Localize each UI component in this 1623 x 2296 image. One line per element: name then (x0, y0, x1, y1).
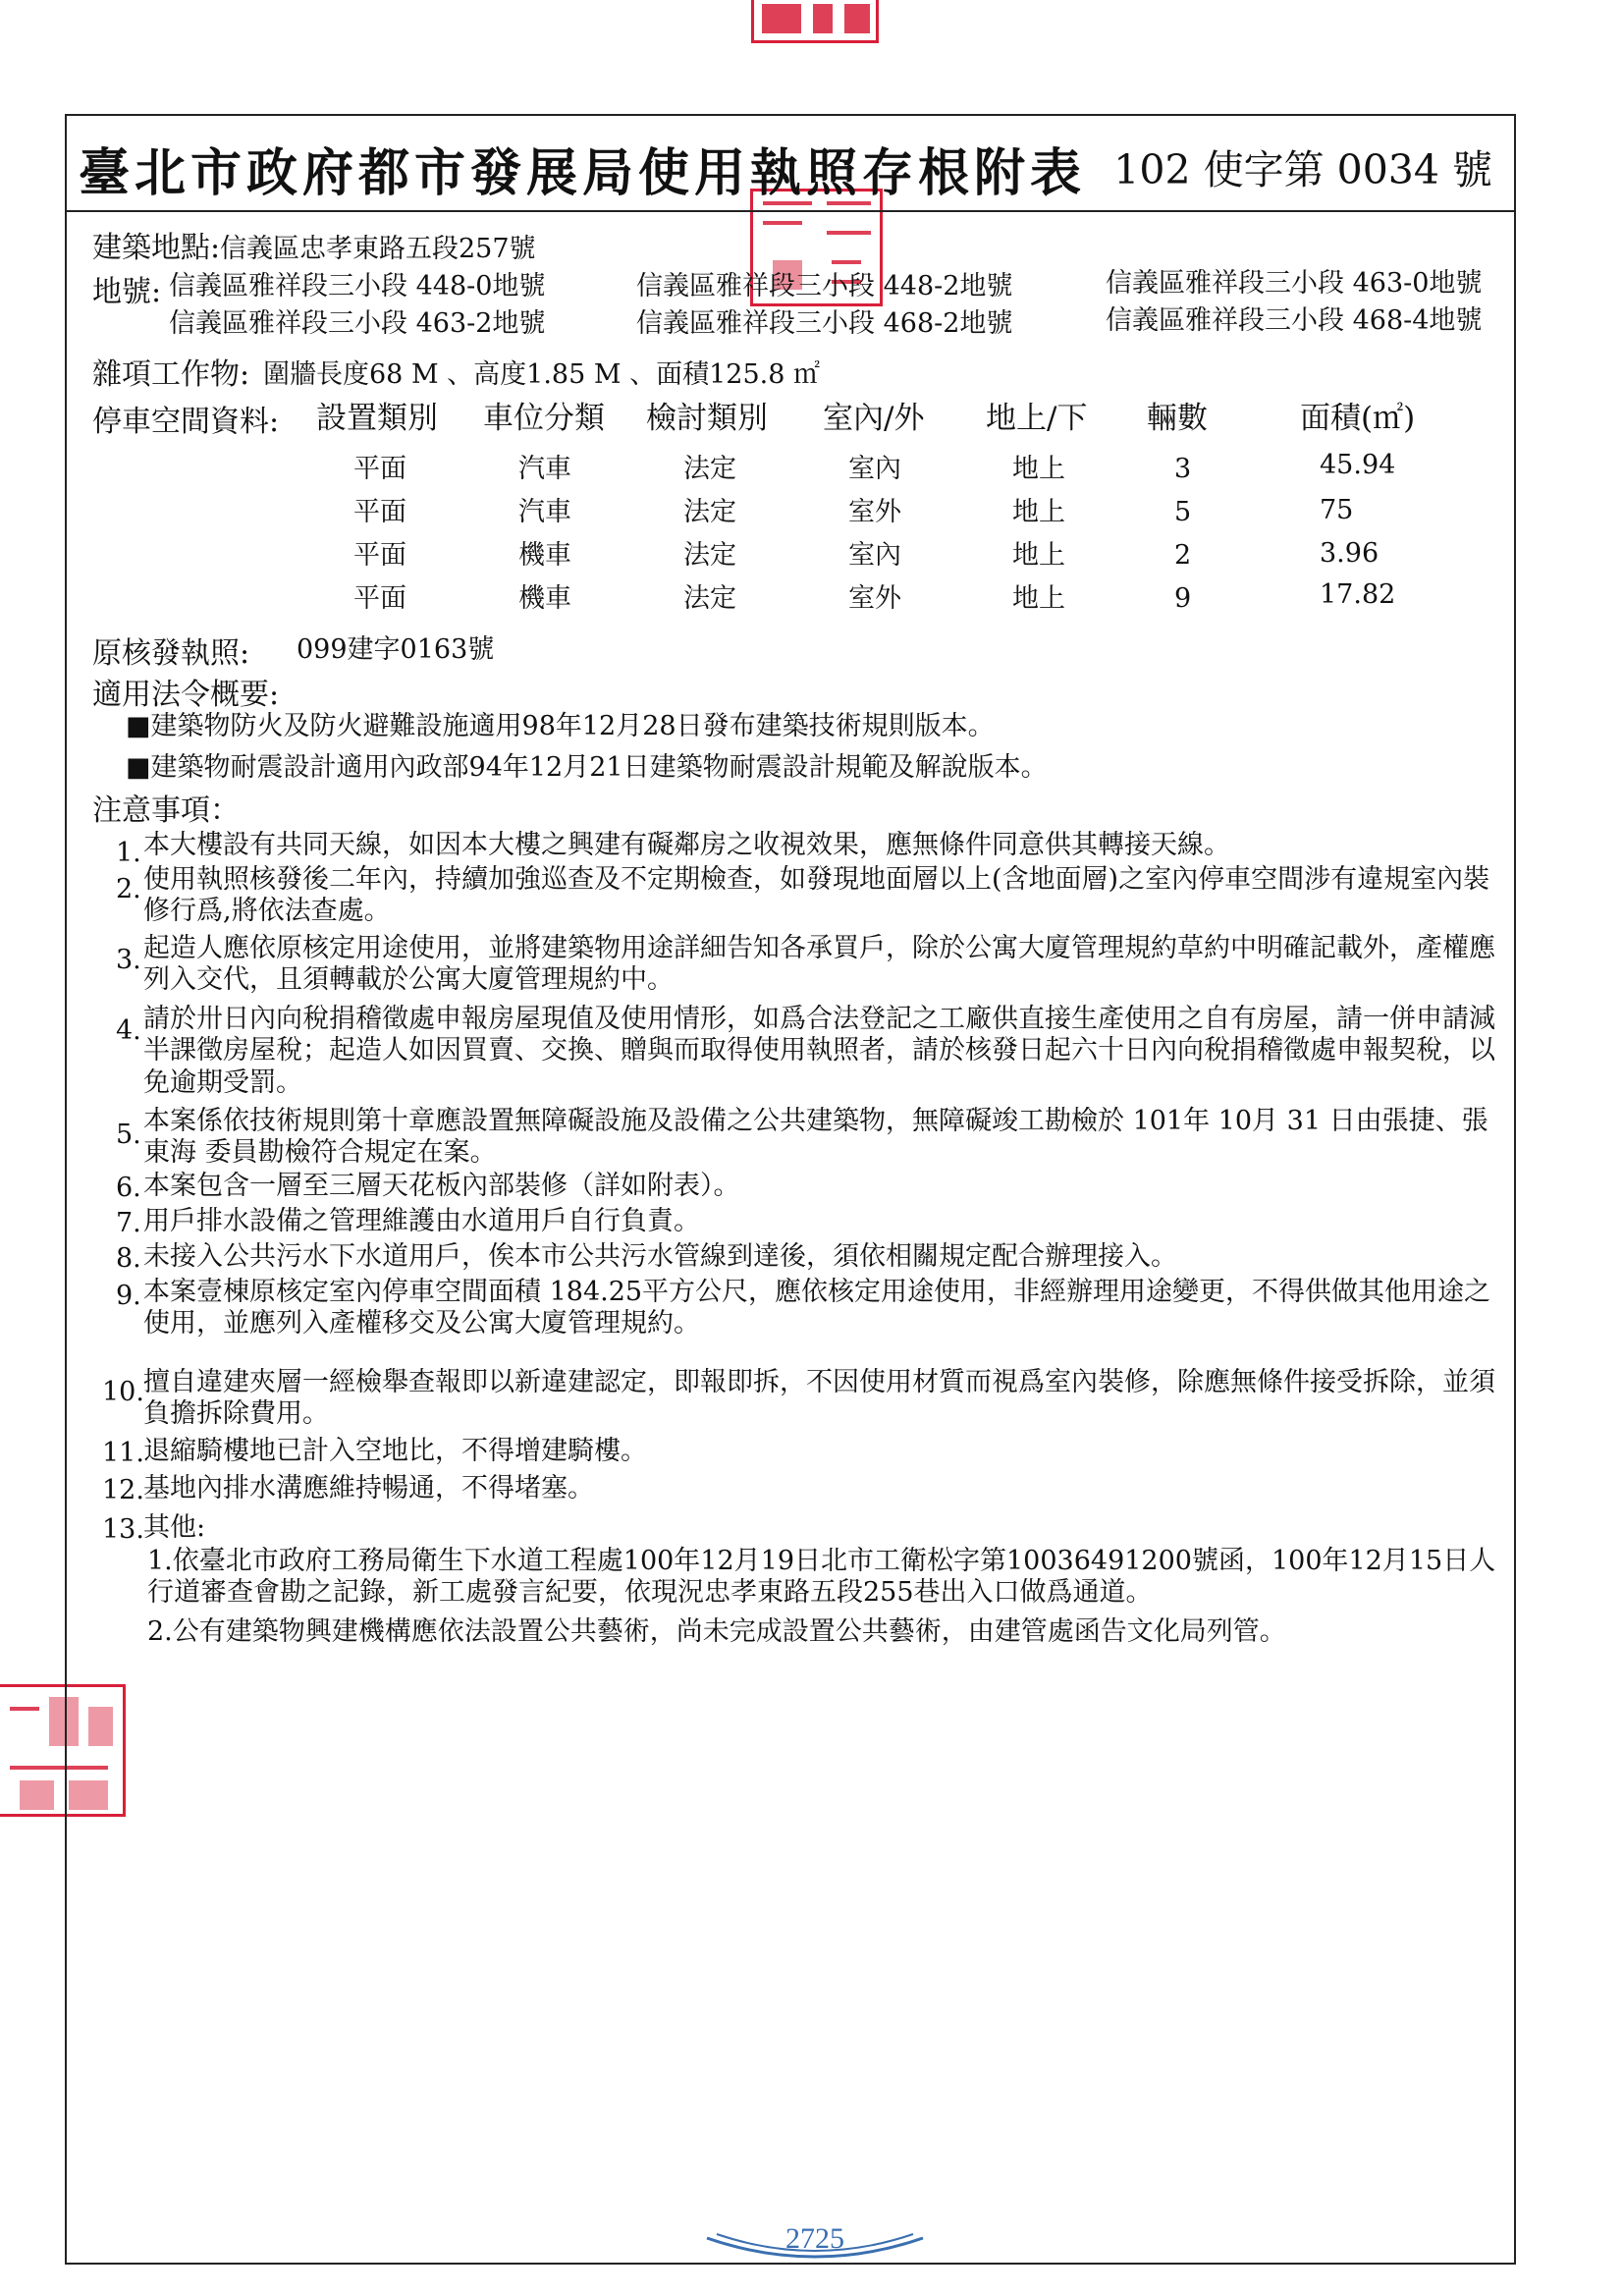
parking-cell: 汽車 (518, 497, 571, 527)
parking-cell: 5 (1174, 497, 1192, 527)
parking-cell: 地上 (1012, 497, 1065, 527)
parking-header: 室內/外 (823, 401, 925, 436)
parking-cell: 45.94 (1320, 450, 1396, 480)
parking-label: 停車空間資料: (92, 405, 280, 439)
parking-cell: 3.96 (1320, 538, 1380, 569)
note-text: 未接入公共污水下水道用戶，俟本市公共污水管線到達後，須依相關規定配合辦理接入。 (143, 1241, 1177, 1272)
parking-cell: 地上 (1012, 454, 1065, 484)
parking-cell: 地上 (1012, 583, 1065, 614)
top-seal-stamp (751, 0, 879, 43)
original-permit-value: 099建字0163號 (297, 634, 495, 665)
building-address-label: 建築地點: (92, 231, 221, 265)
parking-cell: 17.82 (1320, 579, 1396, 610)
building-address-value: 信義區忠孝東路五段257號 (220, 234, 536, 264)
parking-cell: 法定 (683, 454, 736, 484)
parking-cell: 室外 (848, 583, 901, 614)
parking-cell: 平面 (353, 454, 406, 484)
parking-header: 車位分類 (483, 401, 605, 436)
parking-cell: 法定 (683, 540, 736, 571)
parking-header: 設置類別 (316, 401, 438, 436)
note-text: 本大樓設有共同天線，如因本大樓之興建有礙鄰房之收視效果，應無條件同意供其轉接天線。 (143, 830, 1230, 860)
note-number: 11. (102, 1438, 144, 1468)
parking-cell: 地上 (1012, 540, 1065, 571)
note-text: 擅自違建夾層一經檢舉查報即以新違建認定，即報即拆，不因使用材質而視爲室內裝修，除應無條件接受拆除，並須負擔拆除費用。 (143, 1367, 1495, 1430)
note-text: 本案係依技術規則第十章應設置無障礙設施及設備之公共建築物，無障礙竣工勘檢於 101年 10月 31 日由張捷、張東海 委員勘檢符合規定在案。 (143, 1106, 1488, 1169)
parking-cell: 機車 (518, 583, 571, 614)
parking-cell: 汽車 (518, 454, 571, 484)
misc-structures-value: 圍牆長度68 M 、高度1.85 M 、面積125.8 ㎡ (263, 359, 820, 390)
note-text: 退縮騎樓地已計入空地比，不得增建騎樓。 (143, 1436, 647, 1466)
parking-cell: 2 (1174, 540, 1192, 571)
document-frame (65, 114, 1516, 2265)
note-number: 10. (102, 1377, 144, 1407)
note-number: 13. (102, 1514, 144, 1545)
parking-cell: 室內 (848, 454, 901, 484)
notes-label: 注意事項： (92, 793, 240, 828)
note-text: 用戶排水設備之管理維護由水道用戶自行負責。 (143, 1206, 700, 1236)
parking-header: 地上/下 (986, 401, 1088, 436)
note-text: 其他: (143, 1512, 206, 1543)
permit-number: 102 使字第 0034 號 (1113, 146, 1492, 193)
lot-number: 信義區雅祥段三小段 463-2地號 (169, 308, 546, 339)
note-number: 2. (116, 874, 141, 904)
parking-header: 輛數 (1147, 401, 1208, 436)
lot-number: 信義區雅祥段三小段 448-0地號 (169, 271, 546, 301)
parking-cell: 室外 (848, 497, 901, 527)
note-other-item: 1.依臺北市政府工務局衛生下水道工程處100年12月19日北市工衛松字第10036491200號函，100年12月15日人行道審查會勘之記錄，新工處發言紀要，依現況忠孝東路五段255巷出入口做爲通道。 (147, 1546, 1496, 1609)
parking-cell: 平面 (353, 583, 406, 614)
parking-cell: 機車 (518, 540, 571, 571)
misc-structures-label: 雜項工作物: (92, 357, 250, 392)
note-number: 7. (116, 1208, 141, 1238)
note-other-item: 2.公有建築物興建機構應依法設置公共藝術，尚未完成設置公共藝術，由建管處函告文化局列管。 (147, 1616, 1286, 1647)
parking-cell: 平面 (353, 497, 406, 527)
regulation-item: ■建築物防火及防火避難設施適用98年12月28日發布建築技術規則版本。 (126, 711, 995, 741)
note-text: 本案壹棟原核定室內停車空間面積 184.25平方公尺，應依核定用途使用，非經辦理用途變更，不得供做其他用途之使用，並應列入產權移交及公寓大廈管理規約。 (143, 1277, 1491, 1339)
parking-header: 檢討類別 (646, 401, 768, 436)
note-number: 5. (116, 1120, 141, 1150)
page-number: 2725 (785, 2224, 844, 2255)
page-number-seal (697, 2224, 933, 2279)
note-text: 基地內排水溝應維持暢通，不得堵塞。 (143, 1473, 594, 1503)
parking-cell: 平面 (353, 540, 406, 571)
parking-header: 面積(㎡) (1300, 401, 1416, 436)
parking-cell: 法定 (683, 583, 736, 614)
note-text: 起造人應依原核定用途使用，並將建築物用途詳細告知各承買戶，除於公寓大廈管理規約草約中明確記載外，產權應列入交代，且須轉載於公寓大廈管理規約中。 (143, 933, 1495, 996)
note-text: 使用執照核發後二年內，持續加強巡查及不定期檢查，如發現地面層以上(含地面層)之室內停車空間涉有違規室內裝修行爲,將依法查處。 (143, 864, 1490, 927)
lot-number: 信義區雅祥段三小段 468-2地號 (636, 308, 1013, 339)
regulations-label: 適用法令概要: (92, 678, 280, 712)
note-number: 1. (116, 838, 141, 868)
document-title: 臺北市政府都市發展局使用執照存根附表 (79, 143, 1087, 203)
page-number-emblem (697, 2224, 933, 2279)
parking-cell: 3 (1174, 454, 1192, 484)
parking-cell: 室內 (848, 540, 901, 571)
lot-number: 信義區雅祥段三小段 448-2地號 (636, 271, 1013, 301)
parking-cell: 法定 (683, 497, 736, 527)
lot-number: 信義區雅祥段三小段 468-4地號 (1106, 305, 1483, 336)
parking-cell: 75 (1320, 495, 1354, 525)
original-permit-label: 原核發執照: (92, 636, 250, 671)
note-text: 請於卅日內向稅捐稽徵處申報房屋現值及使用情形，如爲合法登記之工廠供直接生產使用之自有房屋，請一併申請減半課徵房屋稅；起造人如因買賣、交換、贈與而取得使用執照者，請於核發日起六十日內向稅捐稽徵處申報契稅，以免逾期受罰。 (143, 1004, 1495, 1098)
note-number: 12. (102, 1475, 144, 1505)
note-text: 本案包含一層至三層天花板內部裝修（詳如附表）。 (143, 1171, 740, 1201)
note-number: 4. (116, 1015, 141, 1046)
regulation-item: ■建築物耐震設計適用內政部94年12月21日建築物耐震設計規範及解說版本。 (126, 752, 1048, 783)
note-number: 9. (116, 1281, 141, 1311)
title-row (67, 116, 1514, 212)
parking-cell: 9 (1174, 583, 1192, 614)
note-number: 8. (116, 1243, 141, 1274)
lot-number: 信義區雅祥段三小段 463-0地號 (1106, 268, 1483, 299)
note-number: 6. (116, 1173, 141, 1203)
lot-numbers-label: 地號: (92, 275, 162, 309)
note-number: 3. (116, 945, 141, 975)
